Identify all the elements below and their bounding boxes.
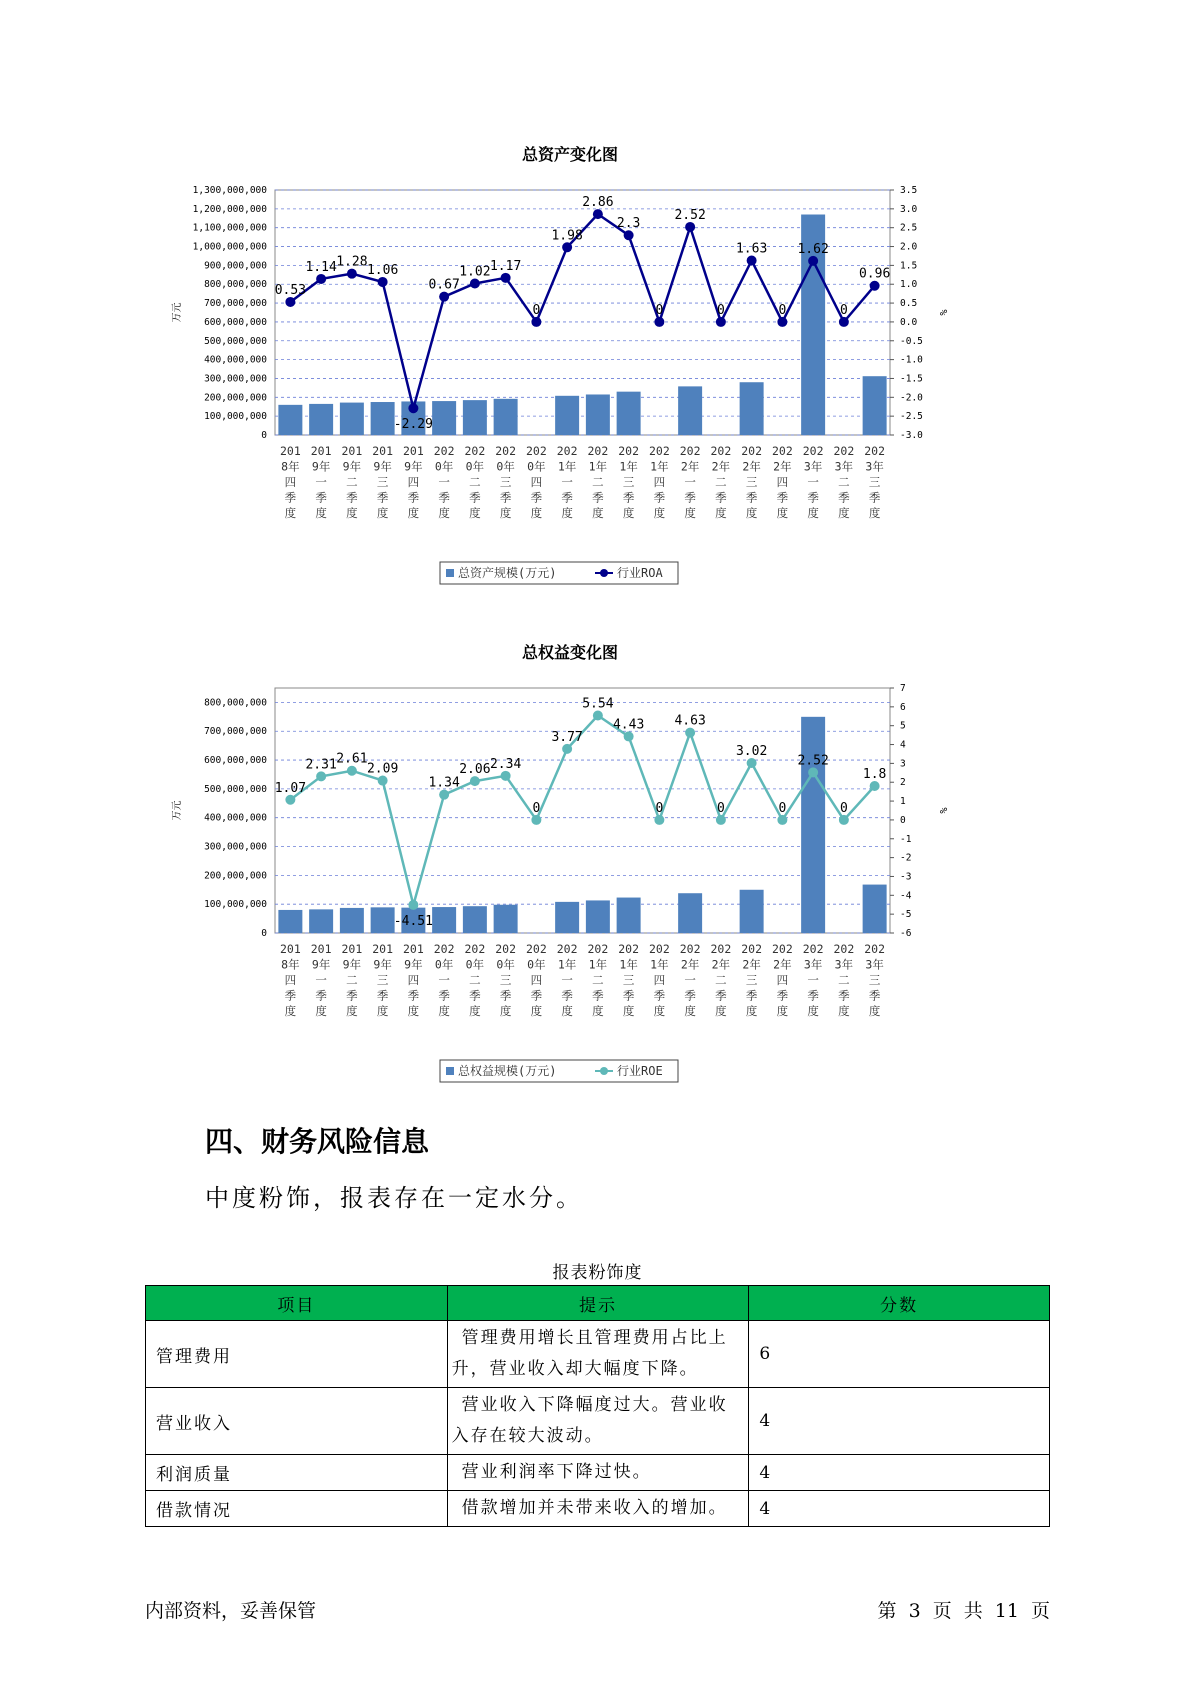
data-label: 0 [655, 800, 664, 816]
y-tick-label: 100,000,000 [204, 899, 267, 911]
data-label: 3.02 [735, 744, 768, 760]
bar [617, 898, 641, 933]
y2-tick-label: 1.5 [900, 260, 918, 272]
y-axis-title: 万元 [172, 302, 183, 323]
header-cell: 项目 [146, 1286, 448, 1321]
series-point [347, 766, 357, 776]
item-cell: 营业收入 [146, 1388, 448, 1455]
x-tick-label: 202 2年一季度 [679, 444, 701, 520]
total-equity-chart [170, 640, 970, 1100]
legend-bar-label: 总权益规模(万元) [458, 1064, 557, 1078]
x-tick-label: 202 1年四季度 [648, 942, 670, 1018]
y-tick-label: 400,000,000 [204, 354, 267, 366]
x-tick-label: 201 8年四季度 [279, 942, 301, 1018]
data-label: 2.34 [489, 756, 522, 772]
data-label: 1.17 [489, 258, 522, 274]
item-cell: 管理费用 [146, 1321, 448, 1388]
item-cell: 借款情况 [146, 1491, 448, 1527]
data-label: 1.8 [862, 767, 887, 782]
bar [494, 399, 518, 435]
y2-tick-label: -5 [900, 909, 912, 921]
x-tick-label: 202 1年三季度 [618, 444, 640, 520]
y2-tick-label: -2 [900, 852, 912, 864]
data-label: 1.28 [336, 254, 368, 270]
y-tick-label: 0 [261, 928, 267, 939]
y2-tick-label: 5 [900, 720, 906, 732]
bar [432, 401, 456, 435]
data-label: 0 [839, 302, 848, 318]
legend-bar-swatch [446, 569, 454, 577]
x-tick-label: 202 2年三季度 [741, 444, 763, 520]
series-point [439, 790, 449, 800]
y2-tick-label: -2.5 [900, 411, 923, 423]
table-row [146, 1321, 1050, 1388]
footer-page-number: 第 3 页 共 11 页 [877, 1600, 1050, 1622]
series-point [624, 230, 634, 240]
series-point [654, 317, 664, 327]
data-label: 2.09 [366, 761, 399, 777]
score-cell: 4 [749, 1491, 1050, 1527]
y2-tick-label: 0.5 [900, 298, 918, 310]
x-tick-label: 201 9年二季度 [341, 444, 363, 520]
series-point [654, 815, 664, 825]
x-tick-label: 201 9年一季度 [310, 444, 332, 520]
table-row [146, 1455, 1050, 1491]
data-label: 0 [716, 800, 725, 816]
series-point [777, 317, 787, 327]
y-tick-label: 500,000,000 [204, 783, 267, 795]
total-assets-chart [170, 142, 970, 602]
series-point [501, 771, 511, 781]
data-label: 0 [655, 302, 664, 318]
y-tick-label: 500,000,000 [204, 335, 267, 347]
bar [463, 400, 487, 435]
x-tick-label: 202 0年四季度 [525, 444, 547, 520]
x-tick-label: 202 2年二季度 [710, 942, 732, 1018]
y-tick-label: 600,000,000 [204, 755, 267, 767]
series-point [777, 815, 787, 825]
y2-tick-label: 6 [900, 701, 906, 713]
x-tick-label: 202 1年二季度 [587, 444, 609, 520]
hint-cell: 营业利润率下降过快。 [447, 1455, 749, 1491]
footer-confidential-note: 内部资料，妥善保管 [145, 1600, 317, 1622]
y-tick-label: 600,000,000 [204, 316, 267, 328]
x-tick-label: 202 2年四季度 [771, 942, 793, 1018]
series-point [378, 277, 388, 287]
y-tick-label: 1,000,000,000 [192, 241, 267, 253]
y2-tick-label: 1.0 [900, 279, 918, 291]
series-point [408, 403, 418, 413]
y2-axis-title: % [937, 807, 948, 814]
table-row [146, 1491, 1050, 1527]
data-label: 5.54 [582, 696, 614, 712]
x-tick-label: 202 0年一季度 [433, 942, 455, 1018]
x-tick-label: 202 2年一季度 [679, 942, 701, 1018]
y-tick-label: 700,000,000 [204, 726, 267, 738]
x-tick-label: 202 0年一季度 [433, 444, 455, 520]
bar [340, 403, 364, 435]
bar [863, 885, 887, 933]
bar [278, 405, 302, 435]
bar [371, 907, 395, 933]
header-cell: 分数 [749, 1286, 1050, 1321]
y-axis-title: 万元 [172, 800, 183, 821]
data-label: 0 [778, 302, 787, 318]
y2-tick-label: -1.0 [900, 354, 923, 366]
bar [432, 907, 456, 933]
plot-area [275, 688, 890, 933]
legend-bar-label: 总资产规模(万元) [458, 566, 557, 580]
x-tick-label: 202 3年三季度 [864, 444, 886, 520]
series-point [839, 317, 849, 327]
series-point [808, 256, 818, 266]
series-point [439, 292, 449, 302]
x-tick-label: 202 0年三季度 [495, 942, 517, 1018]
score-cell: 4 [749, 1455, 1050, 1491]
series-point [531, 317, 541, 327]
y2-tick-label: -1.5 [900, 373, 923, 385]
y2-tick-label: 0.0 [900, 316, 918, 328]
series-point [624, 731, 634, 741]
series-point [316, 274, 326, 284]
series-point [285, 297, 295, 307]
data-label: -2.29 [393, 417, 433, 433]
legend-line-marker [600, 1067, 608, 1075]
section-summary: 中度粉饰，报表存在一定水分。 [205, 1184, 583, 1212]
data-label: 0 [532, 302, 541, 318]
y-tick-label: 200,000,000 [204, 870, 267, 882]
y-tick-label: 300,000,000 [204, 373, 267, 385]
y-tick-label: 1,200,000,000 [192, 203, 267, 215]
score-cell: 4 [749, 1388, 1050, 1455]
data-label: 2.06 [459, 762, 491, 778]
x-tick-label: 202 0年二季度 [464, 444, 486, 520]
x-tick-label: 202 0年四季度 [525, 942, 547, 1018]
x-tick-label: 201 9年一季度 [310, 942, 332, 1018]
x-tick-label: 201 8年四季度 [279, 444, 301, 520]
bar [740, 890, 764, 933]
series-point [685, 222, 695, 232]
hint-cell: 借款增加并未带来收入的增加。 [447, 1491, 749, 1527]
data-label: 2.31 [305, 757, 337, 773]
data-label: 2.86 [582, 195, 614, 211]
series-point [870, 281, 880, 291]
data-label: 0 [839, 800, 848, 816]
x-tick-label: 202 3年二季度 [833, 942, 855, 1018]
hint-cell: 管理费用增长且管理费用占比上升，营业收入却大幅度下降。 [447, 1321, 749, 1388]
data-label: 4.63 [674, 713, 706, 729]
series-point [347, 269, 357, 279]
table-header-row [146, 1286, 1050, 1321]
data-label: 1.07 [274, 780, 307, 796]
series-point [747, 255, 757, 265]
bar [586, 394, 610, 435]
header-cell: 提示 [447, 1286, 749, 1321]
y2-tick-label: -3.0 [900, 430, 923, 441]
y2-tick-label: 2.0 [900, 241, 918, 253]
series-point [285, 795, 295, 805]
bar [555, 902, 579, 933]
series-point [470, 278, 480, 288]
series-point [501, 273, 511, 283]
y2-tick-label: -3 [900, 871, 912, 883]
data-label: 0.53 [274, 282, 307, 298]
series-point [470, 776, 480, 786]
series-point [593, 209, 603, 219]
data-label: 2.52 [674, 207, 706, 223]
series-point [716, 317, 726, 327]
y2-axis-title: % [937, 309, 948, 316]
bar [371, 402, 395, 435]
data-label: 0.67 [428, 277, 460, 293]
x-tick-label: 202 2年二季度 [710, 444, 732, 520]
series-point [531, 815, 541, 825]
score-cell: 6 [749, 1321, 1050, 1388]
bar [678, 386, 702, 435]
y2-tick-label: 0 [900, 814, 906, 826]
y2-tick-label: 1 [900, 796, 906, 808]
legend-bar-swatch [446, 1067, 454, 1075]
series-point [562, 744, 572, 754]
y-tick-label: 1,300,000,000 [192, 185, 267, 196]
data-label: 0 [532, 800, 541, 816]
y-tick-label: 200,000,000 [204, 392, 267, 404]
data-label: 2.61 [336, 751, 368, 767]
x-tick-label: 202 1年二季度 [587, 942, 609, 1018]
x-tick-label: 202 0年三季度 [495, 444, 517, 520]
series-point [378, 776, 388, 786]
data-label: 0.96 [858, 266, 891, 282]
x-tick-label: 201 9年三季度 [372, 942, 394, 1018]
y2-tick-label: 4 [900, 739, 906, 751]
risk-table [145, 1285, 1050, 1527]
chart-title: 总权益变化图 [521, 643, 618, 662]
bar [340, 908, 364, 933]
y-tick-label: 100,000,000 [204, 411, 267, 423]
y-tick-label: 400,000,000 [204, 812, 267, 824]
data-label: 1.06 [366, 262, 399, 278]
table-row [146, 1388, 1050, 1455]
data-label: 4.43 [612, 717, 645, 733]
data-label: 2.3 [616, 216, 641, 232]
data-label: 1.02 [459, 264, 491, 280]
data-label: -4.51 [393, 913, 433, 929]
y2-tick-label: -4 [900, 890, 912, 902]
y-tick-label: 800,000,000 [204, 697, 267, 709]
x-tick-label: 202 2年三季度 [741, 942, 763, 1018]
series-point [593, 711, 603, 721]
y2-tick-label: -0.5 [900, 335, 923, 347]
x-tick-label: 202 2年四季度 [771, 444, 793, 520]
series-point [316, 771, 326, 781]
data-label: 0 [778, 800, 787, 816]
data-label: 2.52 [797, 753, 829, 769]
bar [617, 392, 641, 435]
y-tick-label: 800,000,000 [204, 279, 267, 291]
y2-tick-label: 2.5 [900, 222, 918, 234]
series-point [870, 781, 880, 791]
bar [863, 376, 887, 435]
x-tick-label: 202 3年三季度 [864, 942, 886, 1018]
x-tick-label: 201 9年二季度 [341, 942, 363, 1018]
section-heading: 四、财务风险信息 [205, 1125, 430, 1158]
bar [740, 382, 764, 435]
y2-tick-label: 3 [900, 758, 906, 770]
x-tick-label: 202 3年一季度 [802, 942, 824, 1018]
x-tick-label: 202 1年四季度 [648, 444, 670, 520]
data-label: 1.14 [305, 259, 337, 275]
data-label: 1.63 [735, 241, 768, 257]
y2-tick-label: -2.0 [900, 392, 923, 404]
y2-tick-label: -1 [900, 833, 912, 845]
bar [801, 717, 825, 933]
series-point [408, 900, 418, 910]
total-assets-chart-svg [170, 180, 970, 620]
y2-tick-label: -6 [900, 928, 912, 939]
x-tick-label: 202 1年一季度 [556, 942, 578, 1018]
series-point [716, 815, 726, 825]
series-point [747, 758, 757, 768]
legend-line-label: 行业ROE [617, 1064, 663, 1078]
data-label: 1.34 [428, 775, 460, 791]
bar [494, 905, 518, 933]
series-point [839, 815, 849, 825]
y-tick-label: 900,000,000 [204, 260, 267, 272]
legend-line-marker [600, 569, 608, 577]
y2-tick-label: 7 [900, 683, 906, 694]
plot-area [275, 190, 890, 435]
x-tick-label: 202 3年二季度 [833, 444, 855, 520]
y2-tick-label: 3.0 [900, 203, 918, 215]
y-tick-label: 1,100,000,000 [192, 222, 267, 234]
bar [278, 910, 302, 933]
bar [309, 404, 333, 435]
item-cell: 利润质量 [146, 1455, 448, 1491]
chart-title: 总资产变化图 [521, 145, 618, 164]
x-tick-label: 201 9年四季度 [402, 444, 424, 520]
y-tick-label: 300,000,000 [204, 841, 267, 853]
data-label: 3.77 [551, 729, 583, 745]
y-tick-label: 700,000,000 [204, 298, 267, 310]
y2-tick-label: 2 [900, 777, 906, 789]
x-tick-label: 202 0年二季度 [464, 942, 486, 1018]
bar [586, 900, 610, 933]
x-tick-label: 202 3年一季度 [802, 444, 824, 520]
total-equity-chart-svg [170, 678, 970, 1118]
series-point [685, 728, 695, 738]
bar [555, 396, 579, 435]
x-tick-label: 202 1年三季度 [618, 942, 640, 1018]
data-label: 1.98 [551, 228, 583, 244]
y-tick-label: 0 [261, 430, 267, 441]
y2-tick-label: 3.5 [900, 185, 918, 196]
x-tick-label: 201 9年三季度 [372, 444, 394, 520]
legend-line-label: 行业ROA [617, 566, 663, 580]
series-point [808, 767, 818, 777]
data-label: 1.62 [797, 241, 829, 257]
data-label: 0 [716, 302, 725, 318]
x-tick-label: 201 9年四季度 [402, 942, 424, 1018]
table-caption: 报表粉饰度 [552, 1263, 643, 1283]
hint-cell: 营业收入下降幅度过大。营业收入存在较大波动。 [447, 1388, 749, 1455]
x-tick-label: 202 1年一季度 [556, 444, 578, 520]
bar [678, 893, 702, 933]
bar [309, 909, 333, 933]
series-point [562, 242, 572, 252]
bar [463, 906, 487, 933]
